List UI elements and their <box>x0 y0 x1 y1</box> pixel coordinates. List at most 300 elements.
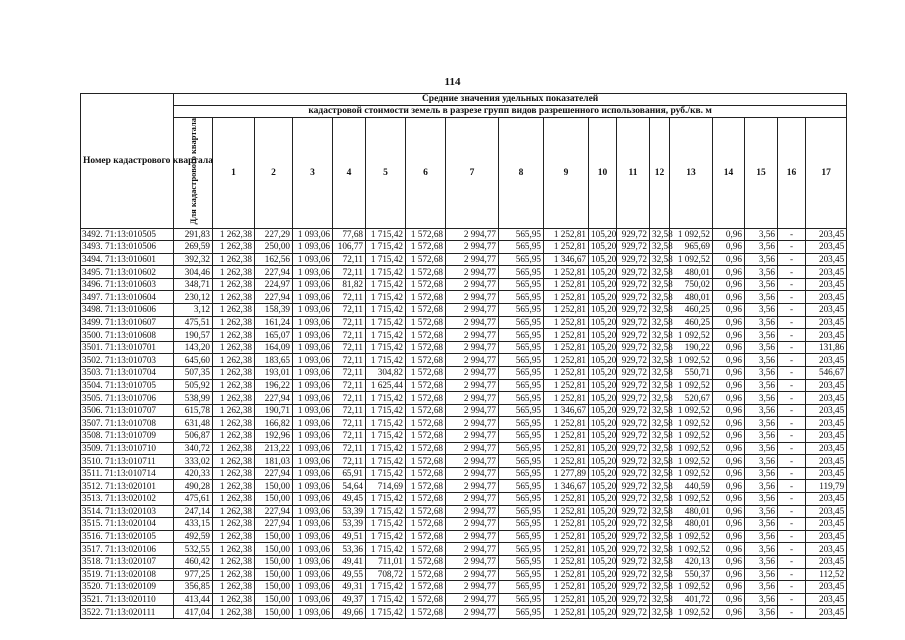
value-cell: 203,45 <box>806 304 847 317</box>
value-cell: 105,20 <box>589 530 617 543</box>
quarter-number-cell: 3518. 71:13:020107 <box>81 555 174 568</box>
quarter-number-cell: 3512. 71:13:020101 <box>81 480 174 493</box>
column-number: 13 <box>670 118 713 229</box>
quarter-number-cell: 3498. 71:13:010606 <box>81 304 174 317</box>
value-cell: 105,20 <box>589 341 617 354</box>
value-cell: 1 572,68 <box>406 606 446 619</box>
value-cell: - <box>778 467 806 480</box>
value-cell: 480,01 <box>670 505 713 518</box>
value-cell: 32,58 <box>650 530 670 543</box>
value-cell: - <box>778 379 806 392</box>
value-cell: 1 262,38 <box>213 241 255 254</box>
value-cell: 49,55 <box>333 568 366 581</box>
value-cell: 3,56 <box>745 228 778 241</box>
value-cell: 2 994,77 <box>446 367 499 380</box>
value-cell: 53,39 <box>333 518 366 531</box>
value-cell: 565,95 <box>499 329 544 342</box>
value-cell: 929,72 <box>617 379 650 392</box>
value-cell: 420,13 <box>670 555 713 568</box>
value-cell: 2 994,77 <box>446 241 499 254</box>
value-cell: 1 252,81 <box>544 568 589 581</box>
value-cell: 3,56 <box>745 329 778 342</box>
first-column-header: Для кадастрового квартала <box>174 118 213 229</box>
value-cell: 203,45 <box>806 253 847 266</box>
table-row <box>81 543 847 556</box>
value-cell: 1 252,81 <box>544 278 589 291</box>
value-cell: 72,11 <box>333 316 366 329</box>
value-cell: 150,00 <box>255 480 293 493</box>
value-cell: 105,20 <box>589 266 617 279</box>
value-cell: - <box>778 367 806 380</box>
value-cell: 150,00 <box>255 581 293 594</box>
value-cell: 291,83 <box>174 228 213 241</box>
value-cell: 0,96 <box>713 581 745 594</box>
value-cell: 2 994,77 <box>446 291 499 304</box>
value-cell: 227,94 <box>255 392 293 405</box>
value-cell: 0,96 <box>713 253 745 266</box>
value-cell: 0,96 <box>713 606 745 619</box>
value-cell: 1 262,38 <box>213 543 255 556</box>
value-cell: 1 346,67 <box>544 404 589 417</box>
value-cell: 1 715,42 <box>366 543 406 556</box>
value-cell: 105,20 <box>589 606 617 619</box>
value-cell: 1 252,81 <box>544 241 589 254</box>
value-cell: 32,58 <box>650 543 670 556</box>
value-cell: 615,78 <box>174 404 213 417</box>
value-cell: 105,20 <box>589 430 617 443</box>
value-cell: 3,56 <box>745 530 778 543</box>
quarter-number-cell: 3516. 71:13:020105 <box>81 530 174 543</box>
value-cell: 203,45 <box>806 354 847 367</box>
quarter-number-cell: 3500. 71:13:010608 <box>81 329 174 342</box>
value-cell: 105,20 <box>589 354 617 367</box>
value-cell: 929,72 <box>617 228 650 241</box>
value-cell: - <box>778 253 806 266</box>
value-cell: 1 572,68 <box>406 430 446 443</box>
value-cell: 0,96 <box>713 518 745 531</box>
value-cell: 1 092,52 <box>670 417 713 430</box>
value-cell: 1 572,68 <box>406 530 446 543</box>
value-cell: 1 252,81 <box>544 367 589 380</box>
table-row <box>81 606 847 619</box>
value-cell: 1 092,52 <box>670 253 713 266</box>
value-cell: 105,20 <box>589 379 617 392</box>
value-cell: 929,72 <box>617 392 650 405</box>
value-cell: 1 093,06 <box>293 555 333 568</box>
value-cell: 72,11 <box>333 455 366 468</box>
value-cell: 2 994,77 <box>446 266 499 279</box>
value-cell: 1 572,68 <box>406 505 446 518</box>
value-cell: 105,20 <box>589 455 617 468</box>
value-cell: 1 262,38 <box>213 430 255 443</box>
value-cell: - <box>778 530 806 543</box>
table-row <box>81 241 847 254</box>
value-cell: 227,94 <box>255 467 293 480</box>
value-cell: 203,45 <box>806 430 847 443</box>
value-cell: 1 093,06 <box>293 417 333 430</box>
value-cell: 2 994,77 <box>446 606 499 619</box>
value-cell: 1 092,52 <box>670 581 713 594</box>
value-cell: 929,72 <box>617 467 650 480</box>
value-cell: 53,36 <box>333 543 366 556</box>
value-cell: 3,56 <box>745 341 778 354</box>
value-cell: 392,32 <box>174 253 213 266</box>
value-cell: 1 715,42 <box>366 430 406 443</box>
value-cell: 3,56 <box>745 404 778 417</box>
value-cell: - <box>778 278 806 291</box>
value-cell: 565,95 <box>499 367 544 380</box>
value-cell: 565,95 <box>499 304 544 317</box>
value-cell: - <box>778 316 806 329</box>
quarter-number-cell: 3493. 71:13:010506 <box>81 241 174 254</box>
value-cell: 1 262,38 <box>213 442 255 455</box>
value-cell: 1 262,38 <box>213 291 255 304</box>
value-cell: 32,58 <box>650 278 670 291</box>
value-cell: 3,56 <box>745 568 778 581</box>
value-cell: 1 572,68 <box>406 278 446 291</box>
value-cell: 333,02 <box>174 455 213 468</box>
value-cell: 105,20 <box>589 568 617 581</box>
value-cell: 1 252,81 <box>544 492 589 505</box>
value-cell: 1 262,38 <box>213 329 255 342</box>
value-cell: 150,00 <box>255 543 293 556</box>
value-cell: 0,96 <box>713 392 745 405</box>
value-cell: 203,45 <box>806 228 847 241</box>
value-cell: 1 572,68 <box>406 379 446 392</box>
table-row <box>81 278 847 291</box>
value-cell: 1 262,38 <box>213 404 255 417</box>
table-body <box>81 228 847 618</box>
value-cell: 203,45 <box>806 404 847 417</box>
value-cell: 190,22 <box>670 341 713 354</box>
value-cell: 1 262,38 <box>213 492 255 505</box>
value-cell: 32,58 <box>650 392 670 405</box>
value-cell: 162,56 <box>255 253 293 266</box>
value-cell: 150,00 <box>255 555 293 568</box>
value-cell: 72,11 <box>333 266 366 279</box>
value-cell: 1 715,42 <box>366 467 406 480</box>
value-cell: - <box>778 228 806 241</box>
column-number: 17 <box>806 118 847 229</box>
table-row <box>81 568 847 581</box>
value-cell: 1 252,81 <box>544 593 589 606</box>
value-cell: 32,58 <box>650 455 670 468</box>
value-cell: 1 715,42 <box>366 581 406 594</box>
value-cell: 565,95 <box>499 404 544 417</box>
value-cell: 480,01 <box>670 266 713 279</box>
value-cell: 1 715,42 <box>366 442 406 455</box>
value-cell: 72,11 <box>333 354 366 367</box>
value-cell: 1 252,81 <box>544 341 589 354</box>
value-cell: 1 715,42 <box>366 253 406 266</box>
value-cell: 1 572,68 <box>406 329 446 342</box>
value-cell: 1 093,06 <box>293 379 333 392</box>
value-cell: 105,20 <box>589 367 617 380</box>
value-cell: 32,58 <box>650 568 670 581</box>
value-cell: - <box>778 606 806 619</box>
value-cell: 1 092,52 <box>670 442 713 455</box>
value-cell: 0,96 <box>713 417 745 430</box>
value-cell: - <box>778 555 806 568</box>
quarter-number-cell: 3509. 71:13:010710 <box>81 442 174 455</box>
value-cell: 708,72 <box>366 568 406 581</box>
column-number: 4 <box>333 118 366 229</box>
value-cell: 105,20 <box>589 555 617 568</box>
value-cell: 1 093,06 <box>293 291 333 304</box>
value-cell: - <box>778 430 806 443</box>
value-cell: 2 994,77 <box>446 593 499 606</box>
value-cell: 203,45 <box>806 278 847 291</box>
value-cell: 1 572,68 <box>406 543 446 556</box>
value-cell: 1 572,68 <box>406 555 446 568</box>
value-cell: 72,11 <box>333 379 366 392</box>
value-cell: 203,45 <box>806 455 847 468</box>
quarter-number-cell: 3497. 71:13:010604 <box>81 291 174 304</box>
column-number: 11 <box>617 118 650 229</box>
value-cell: 203,45 <box>806 606 847 619</box>
cadastral-value-table <box>80 93 847 619</box>
quarter-number-cell: 3504. 71:13:010705 <box>81 379 174 392</box>
value-cell: 929,72 <box>617 505 650 518</box>
value-cell: 227,94 <box>255 518 293 531</box>
value-cell: 1 252,81 <box>544 266 589 279</box>
value-cell: 413,44 <box>174 593 213 606</box>
value-cell: 190,57 <box>174 329 213 342</box>
value-cell: 81,82 <box>333 278 366 291</box>
value-cell: 1 572,68 <box>406 228 446 241</box>
column-number: 1 <box>213 118 255 229</box>
value-cell: 32,58 <box>650 379 670 392</box>
value-cell: 1 252,81 <box>544 417 589 430</box>
column-number: 3 <box>293 118 333 229</box>
value-cell: 977,25 <box>174 568 213 581</box>
value-cell: 565,95 <box>499 392 544 405</box>
value-cell: 2 994,77 <box>446 430 499 443</box>
value-cell: 2 994,77 <box>446 316 499 329</box>
value-cell: 203,45 <box>806 492 847 505</box>
value-cell: 1 093,06 <box>293 581 333 594</box>
value-cell: 2 994,77 <box>446 417 499 430</box>
table-row <box>81 442 847 455</box>
value-cell: 348,71 <box>174 278 213 291</box>
value-cell: 3,56 <box>745 278 778 291</box>
value-cell: 131,86 <box>806 341 847 354</box>
value-cell: 203,45 <box>806 241 847 254</box>
value-cell: 1 262,38 <box>213 480 255 493</box>
value-cell: 565,95 <box>499 543 544 556</box>
value-cell: 3,56 <box>745 354 778 367</box>
value-cell: 1 262,38 <box>213 367 255 380</box>
value-cell: 1 715,42 <box>366 606 406 619</box>
table-row <box>81 430 847 443</box>
value-cell: 1 252,81 <box>544 430 589 443</box>
value-cell: 1 715,42 <box>366 354 406 367</box>
table-row <box>81 367 847 380</box>
value-cell: 1 093,06 <box>293 593 333 606</box>
value-cell: 72,11 <box>333 404 366 417</box>
value-cell: 565,95 <box>499 480 544 493</box>
value-cell: - <box>778 341 806 354</box>
quarter-number-cell: 3501. 71:13:010701 <box>81 341 174 354</box>
value-cell: 565,95 <box>499 417 544 430</box>
value-cell: 32,58 <box>650 367 670 380</box>
value-cell: 929,72 <box>617 291 650 304</box>
value-cell: 929,72 <box>617 278 650 291</box>
quarter-number-cell: 3506. 71:13:010707 <box>81 404 174 417</box>
value-cell: 203,45 <box>806 417 847 430</box>
value-cell: 929,72 <box>617 367 650 380</box>
value-cell: 460,25 <box>670 316 713 329</box>
table-row <box>81 253 847 266</box>
value-cell: 181,03 <box>255 455 293 468</box>
value-cell: 2 994,77 <box>446 304 499 317</box>
value-cell: 49,45 <box>333 492 366 505</box>
quarter-number-cell: 3519. 71:13:020108 <box>81 568 174 581</box>
value-cell: 1 262,38 <box>213 354 255 367</box>
value-cell: - <box>778 291 806 304</box>
value-cell: 158,39 <box>255 304 293 317</box>
value-cell: 1 262,38 <box>213 417 255 430</box>
value-cell: 929,72 <box>617 316 650 329</box>
value-cell: 150,00 <box>255 530 293 543</box>
table-title: Средние значения удельных показателей <box>174 94 847 106</box>
value-cell: 203,45 <box>806 593 847 606</box>
quarter-number-cell: 3492. 71:13:010505 <box>81 228 174 241</box>
value-cell: 32,58 <box>650 581 670 594</box>
value-cell: 0,96 <box>713 480 745 493</box>
value-cell: 1 572,68 <box>406 568 446 581</box>
value-cell: 1 262,38 <box>213 555 255 568</box>
value-cell: 227,94 <box>255 291 293 304</box>
value-cell: 183,65 <box>255 354 293 367</box>
value-cell: 105,20 <box>589 253 617 266</box>
quarter-number-cell: 3521. 71:13:020110 <box>81 593 174 606</box>
value-cell: 401,72 <box>670 593 713 606</box>
value-cell: 1 252,81 <box>544 530 589 543</box>
value-cell: 1 715,42 <box>366 291 406 304</box>
value-cell: 1 093,06 <box>293 392 333 405</box>
value-cell: 105,20 <box>589 480 617 493</box>
value-cell: 2 994,77 <box>446 492 499 505</box>
value-cell: 32,58 <box>650 467 670 480</box>
value-cell: 1 625,44 <box>366 379 406 392</box>
value-cell: 711,01 <box>366 555 406 568</box>
value-cell: 565,95 <box>499 593 544 606</box>
value-cell: 0,96 <box>713 555 745 568</box>
quarter-number-cell: 3495. 71:13:010602 <box>81 266 174 279</box>
value-cell: 1 715,42 <box>366 455 406 468</box>
value-cell: 32,58 <box>650 430 670 443</box>
value-cell: 72,11 <box>333 430 366 443</box>
value-cell: 1 093,06 <box>293 467 333 480</box>
value-cell: 72,11 <box>333 442 366 455</box>
value-cell: 3,56 <box>745 442 778 455</box>
value-cell: 203,45 <box>806 291 847 304</box>
value-cell: 32,58 <box>650 266 670 279</box>
value-cell: 1 572,68 <box>406 316 446 329</box>
value-cell: 203,45 <box>806 518 847 531</box>
table-row <box>81 492 847 505</box>
value-cell: - <box>778 392 806 405</box>
value-cell: 929,72 <box>617 417 650 430</box>
value-cell: 0,96 <box>713 329 745 342</box>
quarter-number-cell: 3514. 71:13:020103 <box>81 505 174 518</box>
value-cell: 3,56 <box>745 455 778 468</box>
value-cell: 520,67 <box>670 392 713 405</box>
value-cell: - <box>778 266 806 279</box>
value-cell: 2 994,77 <box>446 278 499 291</box>
table-row <box>81 379 847 392</box>
value-cell: 1 715,42 <box>366 417 406 430</box>
value-cell: 150,00 <box>255 593 293 606</box>
value-cell: 1 252,81 <box>544 442 589 455</box>
value-cell: 32,58 <box>650 354 670 367</box>
value-cell: 203,45 <box>806 392 847 405</box>
value-cell: 0,96 <box>713 530 745 543</box>
value-cell: - <box>778 241 806 254</box>
value-cell: 1 092,52 <box>670 228 713 241</box>
value-cell: 105,20 <box>589 518 617 531</box>
value-cell: 105,20 <box>589 278 617 291</box>
value-cell: 32,58 <box>650 518 670 531</box>
value-cell: - <box>778 581 806 594</box>
value-cell: - <box>778 304 806 317</box>
value-cell: 1 715,42 <box>366 228 406 241</box>
value-cell: 203,45 <box>806 266 847 279</box>
value-cell: 2 994,77 <box>446 404 499 417</box>
value-cell: 1 252,81 <box>544 555 589 568</box>
page-number: 114 <box>444 76 461 88</box>
value-cell: 1 092,52 <box>670 606 713 619</box>
value-cell: 929,72 <box>617 530 650 543</box>
value-cell: 929,72 <box>617 568 650 581</box>
value-cell: 65,91 <box>333 467 366 480</box>
value-cell: 460,42 <box>174 555 213 568</box>
value-cell: 565,95 <box>499 442 544 455</box>
value-cell: 1 093,06 <box>293 367 333 380</box>
value-cell: 2 994,77 <box>446 555 499 568</box>
value-cell: 1 262,38 <box>213 518 255 531</box>
value-cell: 1 262,38 <box>213 593 255 606</box>
value-cell: 77,68 <box>333 228 366 241</box>
value-cell: 0,96 <box>713 543 745 556</box>
value-cell: 49,41 <box>333 555 366 568</box>
value-cell: 32,58 <box>650 341 670 354</box>
value-cell: 0,96 <box>713 430 745 443</box>
value-cell: 1 277,89 <box>544 467 589 480</box>
value-cell: 230,12 <box>174 291 213 304</box>
value-cell: 1 572,68 <box>406 417 446 430</box>
value-cell: 565,95 <box>499 518 544 531</box>
quarter-number-cell: 3494. 71:13:010601 <box>81 253 174 266</box>
value-cell: 475,51 <box>174 316 213 329</box>
value-cell: 340,72 <box>174 442 213 455</box>
value-cell: 3,56 <box>745 467 778 480</box>
value-cell: 0,96 <box>713 442 745 455</box>
value-cell: 2 994,77 <box>446 341 499 354</box>
value-cell: 1 092,52 <box>670 430 713 443</box>
value-cell: 53,39 <box>333 505 366 518</box>
value-cell: 49,31 <box>333 581 366 594</box>
value-cell: 213,22 <box>255 442 293 455</box>
value-cell: - <box>778 568 806 581</box>
value-cell: 1 346,67 <box>544 480 589 493</box>
value-cell: 32,58 <box>650 492 670 505</box>
value-cell: 929,72 <box>617 329 650 342</box>
value-cell: 1 093,06 <box>293 430 333 443</box>
value-cell: 1 252,81 <box>544 379 589 392</box>
value-cell: 0,96 <box>713 568 745 581</box>
